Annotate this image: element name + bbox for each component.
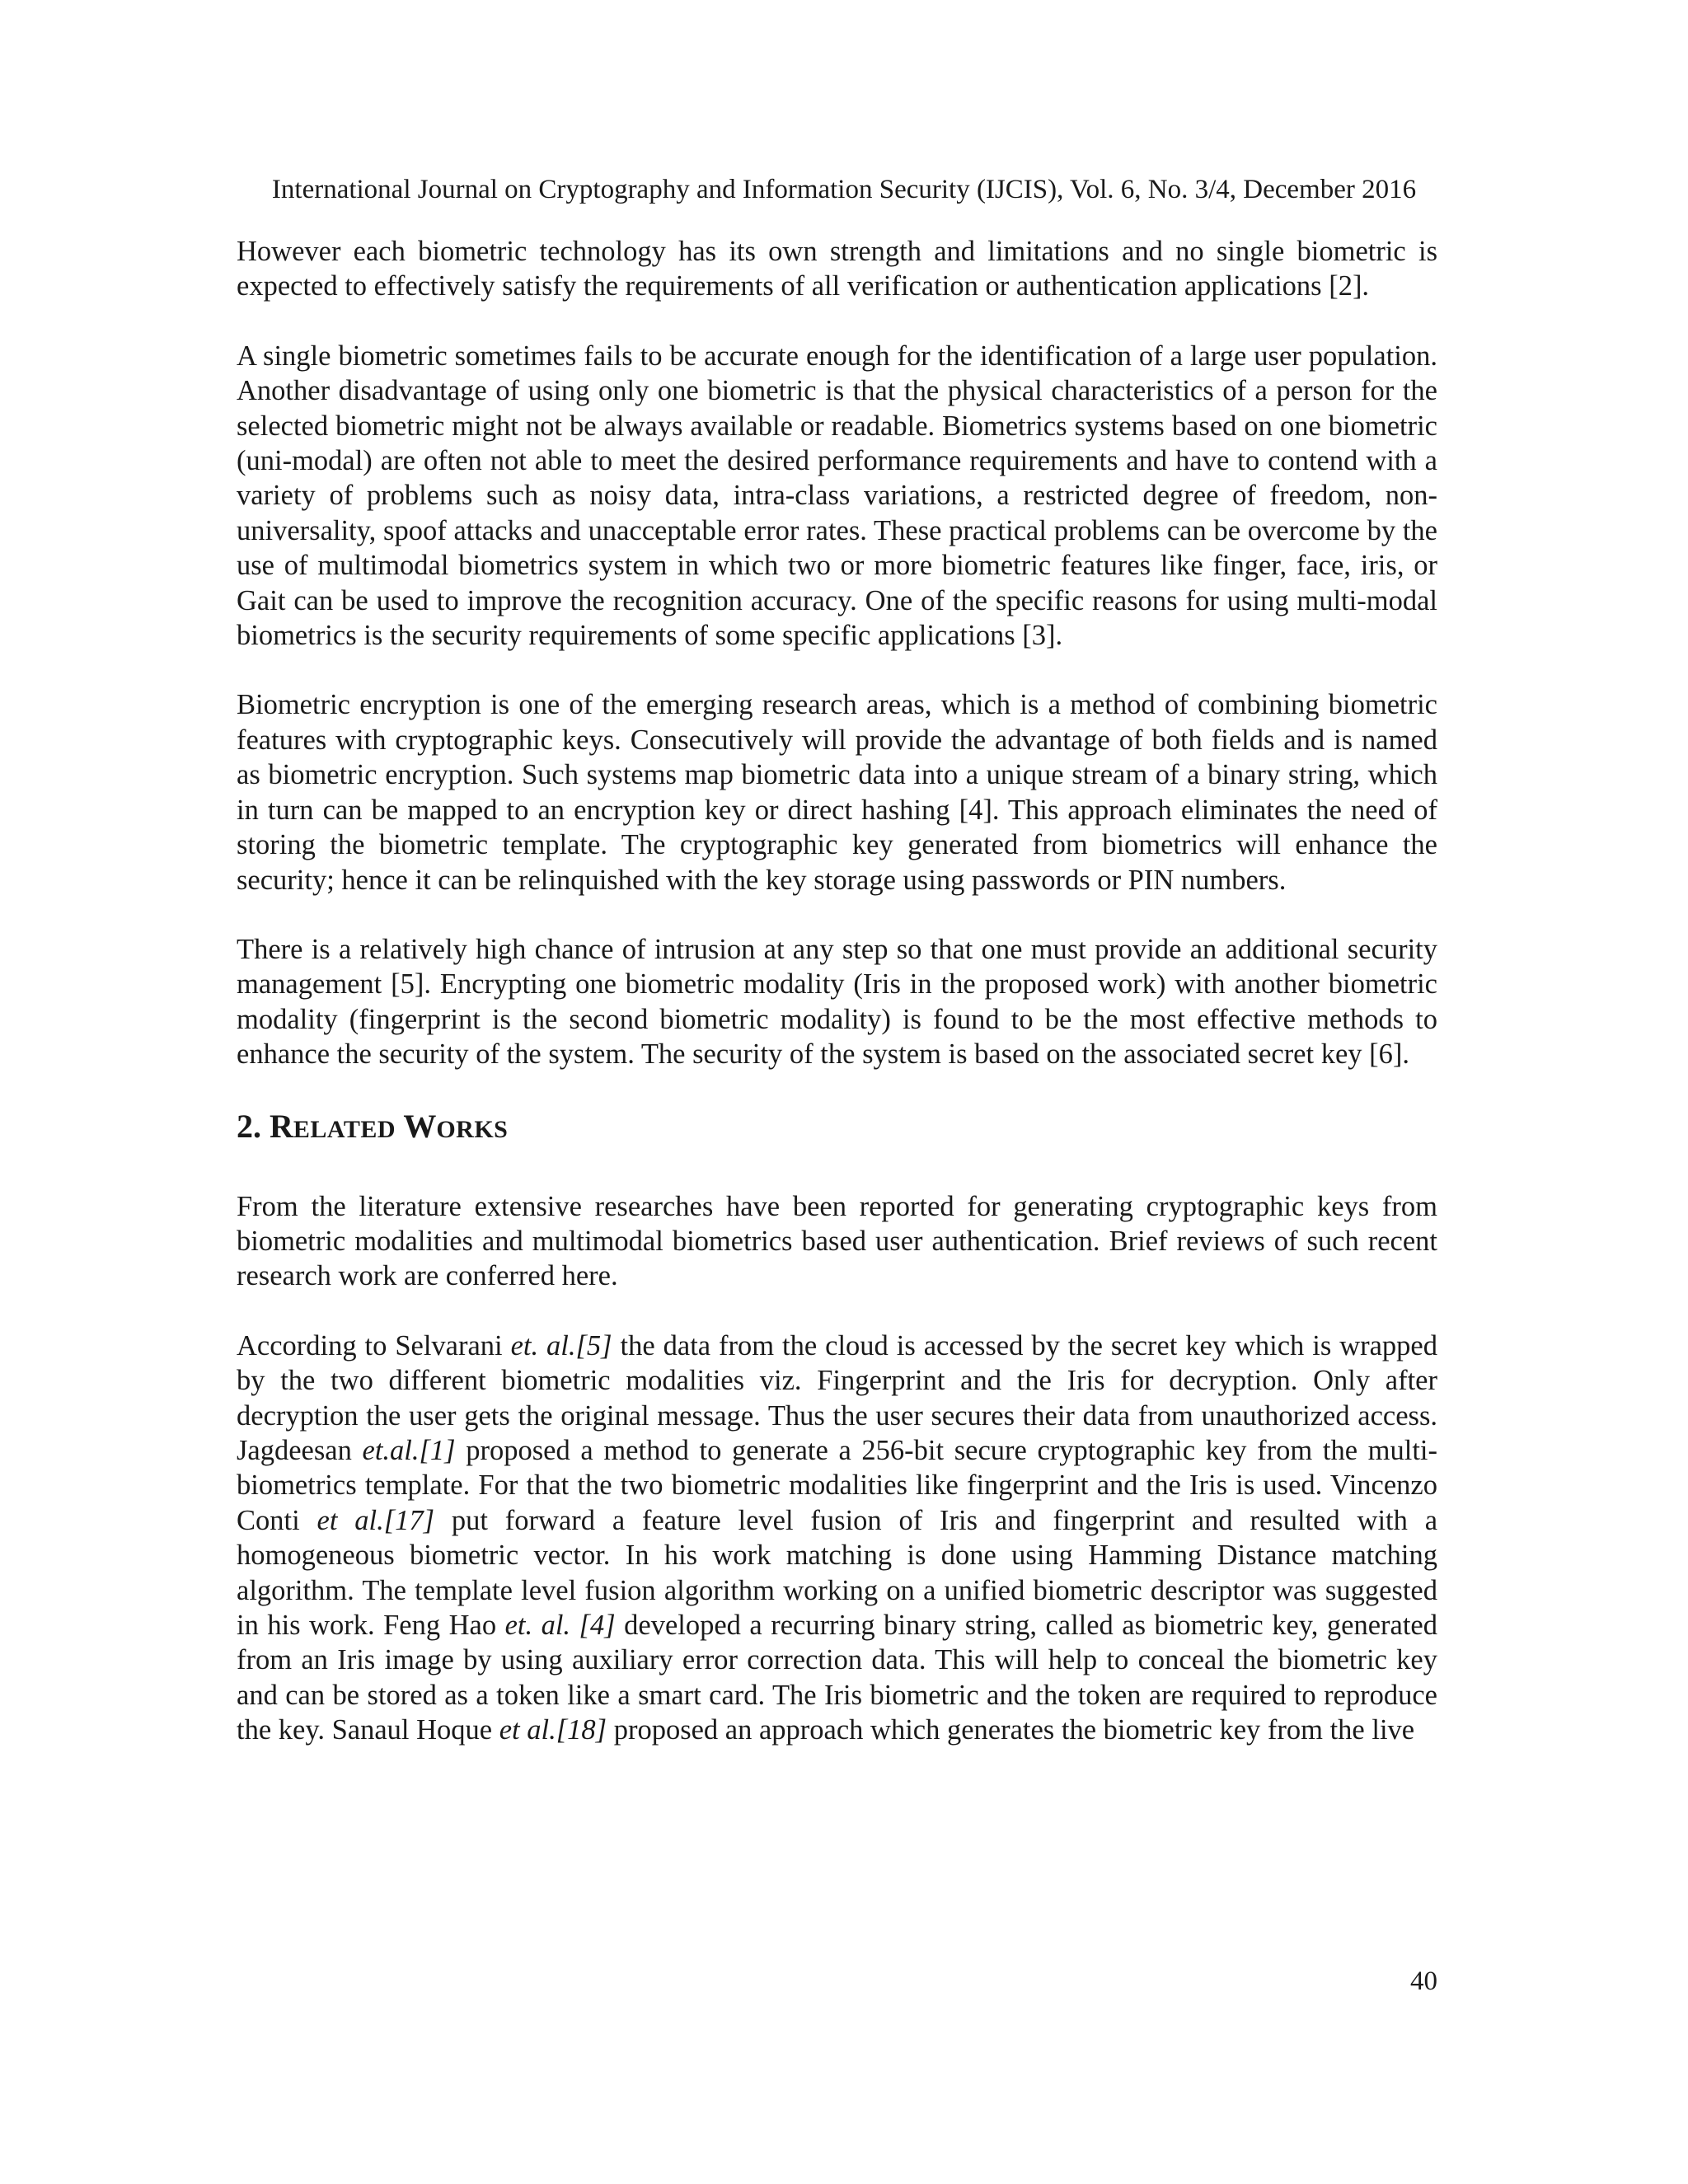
paragraph-unimodal-problems: A single biometric sometimes fails to be accurate enough for the identification of a large user population. Another disadvantage of using only one biometric is that the physical characteristics of a person for the selected biometric might not be always available or readable. Biometrics systems based on one biometric (uni-modal) are often not able to meet the desired performance requirements and have to contend with a variety of problems such as noisy data, intra-class variations, a restricted degree of freedom, non-universality, spoof attacks and unacceptable error rates. These practical problems can be overcome by the use of multimodal biometrics system in which two or more biometric features like finger, face, iris, or Gait can be used to improve the recognition accuracy. One of the specific reasons for using multi-modal biometrics is the security requirements of some specific applications [3]. <box>237 340 1437 652</box>
running-header: International Journal on Cryptography and Information Security (IJCIS), Vol. 6, No. 3/4, December 2016 <box>271 175 1417 204</box>
citation: et al.[17] <box>316 1504 435 1536</box>
paragraph-biometric-limitations: However each biometric technology has its own strength and limitations and no single biometric is expected to effectively satisfy the requirements of all verification or authentication applications [2]. <box>237 236 1437 302</box>
page-number: 40 <box>1410 1966 1437 1996</box>
review-text: proposed an approach which generates the biometric key from the live <box>607 1714 1415 1746</box>
heading-smallcaps-orks: ORKS <box>436 1115 509 1143</box>
paragraph-related-intro: From the literature extensive researches have been reported for generating cryptographic keys from biometric modalities and multimodal biometrics based user authentication. Brief reviews of such recent research work are conferred here. <box>237 1190 1437 1292</box>
review-text: developed a recurring binary string, called as biometric key, generated from an Iris image by using auxiliary error correction data. This will help to conceal the biometric key and can be stored as a token like a smart card. The Iris biometric and the token are required to reproduce the key. Sanaul Hoque <box>237 1610 1437 1746</box>
section-number: 2. <box>237 1107 261 1145</box>
heading-smallcaps-elated: ELATED <box>293 1115 396 1143</box>
review-text: proposed a method to generate a 256-bit secure cryptographic key from the multi-biometrics template. For that the two biometric modalities like fingerprint and the Iris is used. Vincenzo Conti <box>237 1434 1438 1536</box>
paragraph-intrusion-security: There is a relatively high chance of intrusion at any step so that one must provide an additional security management [5]. Encrypting one biometric modality (Iris in the proposed work) with another biometric modality (fingerprint is the second biometric modality) is found to be the most effective methods to enhance the security of the system. The security of the system is based on the associated secret key [6]. <box>237 933 1437 1071</box>
review-text: put forward a feature level fusion of Iris and fingerprint and resulted with a homogeneous biometric vector. In his work matching is done using Hamming Distance matching algorithm. The template level fusion algorithm working on a unified biometric descriptor was suggested in his work. Feng Hao <box>237 1504 1438 1641</box>
citation: et.al.[1] <box>362 1434 456 1466</box>
heading-initial-r: R <box>270 1107 293 1145</box>
heading-initial-w: W <box>403 1107 437 1145</box>
page-body <box>237 234 1437 1748</box>
review-text: According to Selvarani <box>237 1329 511 1361</box>
citation: et al.[18] <box>499 1714 607 1746</box>
paragraph-biometric-encryption: Biometric encryption is one of the emerging research areas, which is a method of combining biometric features with cryptographic keys. Consecutively will provide the advantage of both fields and is named as biometric encryption. Such systems map biometric data into a unique stream of a binary string, which in turn can be mapped to an encryption key or direct hashing [4]. This approach eliminates the need of storing the biometric template. The cryptographic key generated from biometrics will enhance the security; hence it can be relinquished with the key storage using passwords or PIN numbers. <box>237 689 1437 896</box>
paragraph-literature-review <box>237 1329 1437 1748</box>
review-text: the data from the cloud is accessed by the secret key which is wrapped by the two different biometric modalities viz. Fingerprint and the Iris for decryption. Only after decryption the user gets the original message. Thus the user secures their data from unauthorized access. Jagdeesan <box>237 1329 1437 1466</box>
citation: et. al.[5] <box>510 1329 612 1361</box>
citation: et. al. [4] <box>504 1610 616 1641</box>
section-heading-related-works <box>237 1107 1437 1150</box>
